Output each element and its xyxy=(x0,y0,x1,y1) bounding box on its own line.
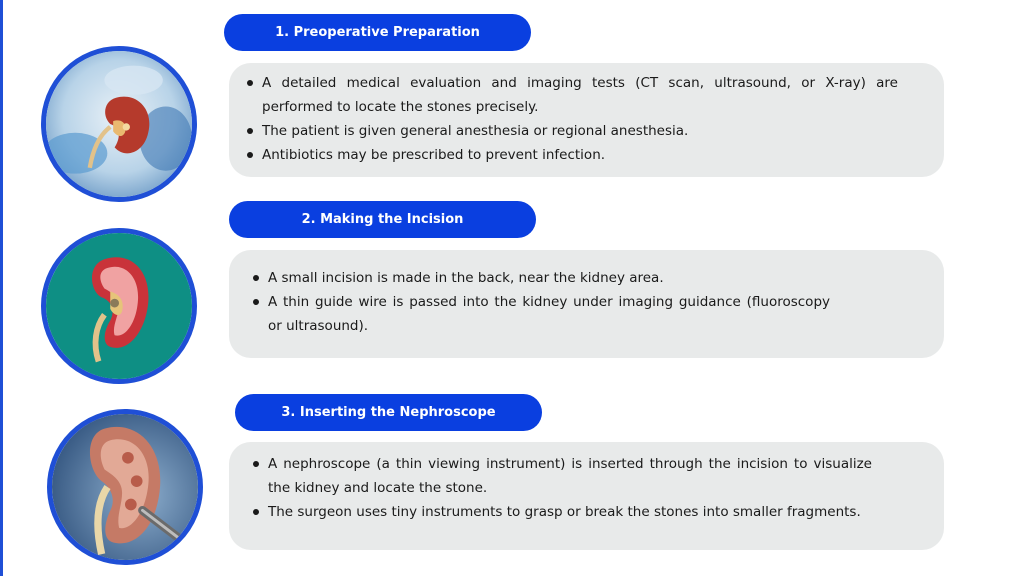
step-2-image xyxy=(41,228,197,384)
step-3-title: 3. Inserting the Nephroscope xyxy=(235,394,542,431)
list-item: The surgeon uses tiny instruments to grasp or break the stones into smaller fragments. xyxy=(252,500,872,524)
step-1-card xyxy=(229,63,944,177)
list-item: A small incision is made in the back, near the kidney area. xyxy=(252,266,830,290)
step-1-bullets xyxy=(246,71,898,167)
step-3-image xyxy=(47,409,203,565)
list-item: A thin guide wire is passed into the kidney under imaging guidance (fluoroscopy or ultrasound). xyxy=(252,290,830,338)
step-2-bullets xyxy=(252,266,830,338)
list-item: The patient is given general anesthesia or regional anesthesia. xyxy=(246,119,898,143)
step-1-image xyxy=(41,46,197,202)
step-2-card xyxy=(229,250,944,358)
step-3-bullets xyxy=(252,452,872,524)
step-2-title: 2. Making the Incision xyxy=(229,201,536,238)
list-item: Antibiotics may be prescribed to prevent infection. xyxy=(246,143,898,167)
step-1-title: 1. Preoperative Preparation xyxy=(224,14,531,51)
list-item: A nephroscope (a thin viewing instrument) is inserted through the incision to visualize the kidney and locate the stone. xyxy=(252,452,872,500)
list-item: A detailed medical evaluation and imaging tests (CT scan, ultrasound, or X-ray) are performed to locate the stones precisely. xyxy=(246,71,898,119)
step-3-card xyxy=(229,442,944,550)
left-accent-bar xyxy=(0,0,3,576)
